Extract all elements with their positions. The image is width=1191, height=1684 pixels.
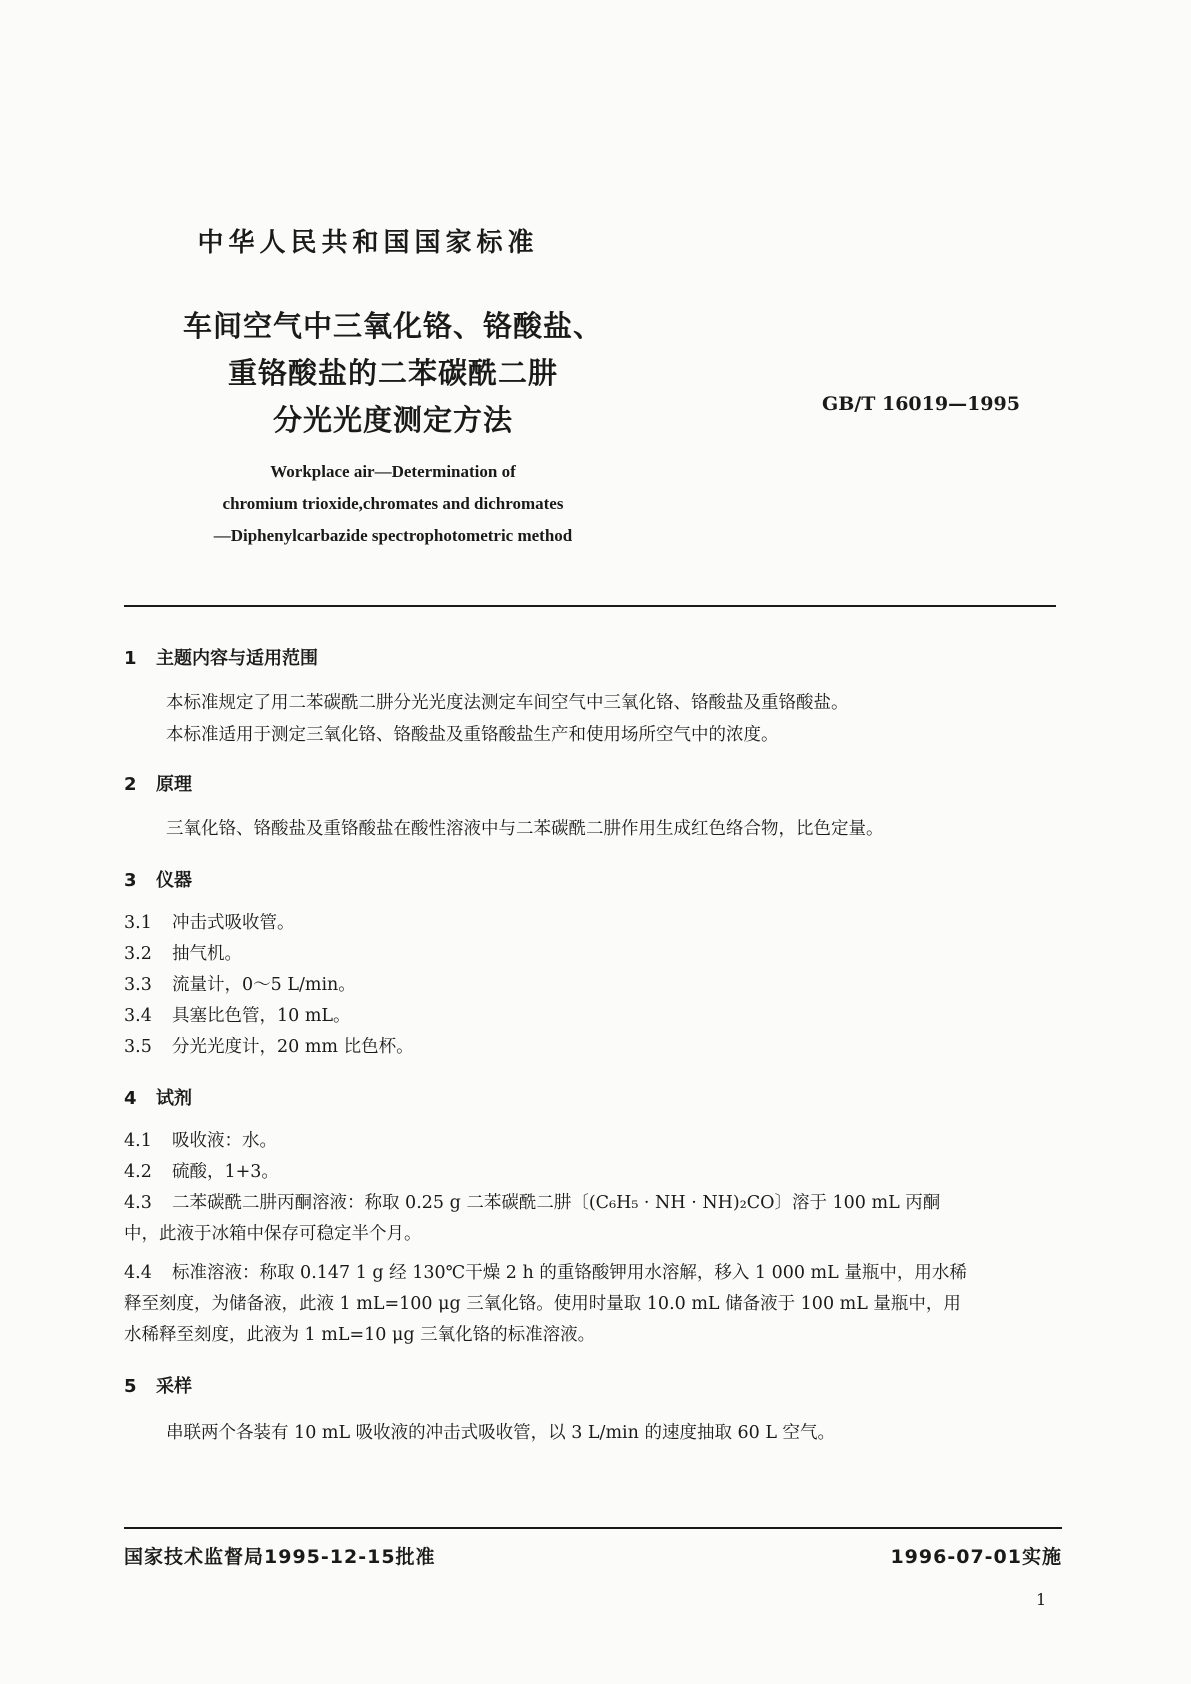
item-number: 4.3 <box>124 1193 152 1213</box>
english-title-line-1: Workplace air—Determination of <box>270 462 516 481</box>
item-text-line: 标准溶液：称取 0.147 1 g 经 130℃干燥 2 h 的重铬酸钾用水溶解，移入 1 000 mL 量瓶中，用水稀 <box>172 1263 967 1283</box>
item-number: 3.5 <box>124 1037 152 1057</box>
item-number: 4.2 <box>124 1162 152 1182</box>
section-title: 试剂 <box>156 1088 192 1109</box>
section-title: 仪器 <box>156 870 192 891</box>
list-item <box>124 1034 414 1060</box>
item-text: 具塞比色管，10 mL。 <box>172 1006 351 1026</box>
item-number: 4.1 <box>124 1131 152 1151</box>
section-number: 3 <box>124 870 137 891</box>
standard-code: GB/T 16019—1995 <box>822 393 1020 415</box>
section-1-paragraph-2: 本标准适用于测定三氧化铬、铬酸盐及重铬酸盐生产和使用场所空气中的浓度。 <box>166 725 779 745</box>
item-text: 冲击式吸收管。 <box>172 913 295 933</box>
section-title: 主题内容与适用范围 <box>156 648 318 669</box>
standard-type-heading: 中华人民共和国国家标准 <box>197 228 539 258</box>
item-text-line: 中，此液于冰箱中保存可稳定半个月。 <box>124 1224 422 1244</box>
item-number: 3.3 <box>124 975 152 995</box>
approval-note: 国家技术监督局1995-12-15批准 <box>124 1546 436 1568</box>
section-5-paragraph-1: 串联两个各装有 10 mL 吸收液的冲击式吸收管，以 3 L/min 的速度抽取 60 L 空气。 <box>166 1423 836 1443</box>
section-number: 5 <box>124 1376 137 1397</box>
section-number: 4 <box>124 1088 137 1109</box>
implementation-date: 1996-07-01实施 <box>890 1546 1062 1568</box>
section-number: 2 <box>124 774 137 795</box>
list-item <box>124 1003 351 1029</box>
section-number: 1 <box>124 648 137 669</box>
footer-divider <box>124 1527 1062 1529</box>
list-item <box>124 972 356 998</box>
item-text: 硫酸，1+3。 <box>172 1162 279 1182</box>
page-number: 1 <box>1036 1590 1047 1609</box>
item-text-line: 水稀释至刻度，此液为 1 mL=10 μg 三氧化铬的标准溶液。 <box>124 1325 596 1345</box>
item-text: 分光光度计，20 mm 比色杯。 <box>172 1037 414 1057</box>
title-line-2: 重铬酸盐的二苯碳酰二肼 <box>227 356 558 390</box>
section-5-heading <box>124 1372 192 1398</box>
header-divider <box>124 605 1056 607</box>
title-line-1: 车间空气中三氧化铬、铬酸盐、 <box>182 309 603 343</box>
section-title: 采样 <box>156 1376 192 1397</box>
section-4-heading <box>124 1084 192 1110</box>
item-number: 4.4 <box>124 1263 152 1283</box>
item-text-line: 释至刻度，为储备液，此液 1 mL=100 μg 三氧化铬。使用时量取 10.0 mL 储备液于 100 mL 量瓶中，用 <box>124 1294 961 1314</box>
list-item <box>124 941 242 967</box>
list-item <box>124 1128 277 1154</box>
item-number: 3.1 <box>124 913 152 933</box>
item-text: 吸收液：水。 <box>172 1131 277 1151</box>
section-2-heading <box>124 770 192 796</box>
list-item-4-3 <box>124 1190 940 1216</box>
item-text: 抽气机。 <box>172 944 242 964</box>
section-title: 原理 <box>156 774 192 795</box>
section-1-heading <box>124 644 318 670</box>
section-1-paragraph-1: 本标准规定了用二苯碳酰二肼分光光度法测定车间空气中三氧化铬、铬酸盐及重铬酸盐。 <box>166 693 849 713</box>
english-title-line-3: —Diphenylcarbazide spectrophotometric method <box>213 526 573 545</box>
section-3-heading <box>124 866 192 892</box>
english-title-line-2: chromium trioxide,chromates and dichromates <box>222 494 564 513</box>
title-line-3: 分光光度测定方法 <box>272 403 513 437</box>
list-item <box>124 910 295 936</box>
item-text: 流量计，0～5 L/min。 <box>172 975 356 995</box>
item-number: 3.4 <box>124 1006 152 1026</box>
item-number: 3.2 <box>124 944 152 964</box>
item-text-line: 二苯碳酰二肼丙酮溶液：称取 0.25 g 二苯碳酰二肼〔(C₆H₅ · NH · NH)₂CO〕溶于 100 mL 丙酮 <box>172 1193 941 1213</box>
section-2-paragraph-1: 三氧化铬、铬酸盐及重铬酸盐在酸性溶液中与二苯碳酰二肼作用生成红色络合物，比色定量。 <box>166 819 884 839</box>
list-item-4-4 <box>124 1260 967 1286</box>
list-item <box>124 1159 279 1185</box>
